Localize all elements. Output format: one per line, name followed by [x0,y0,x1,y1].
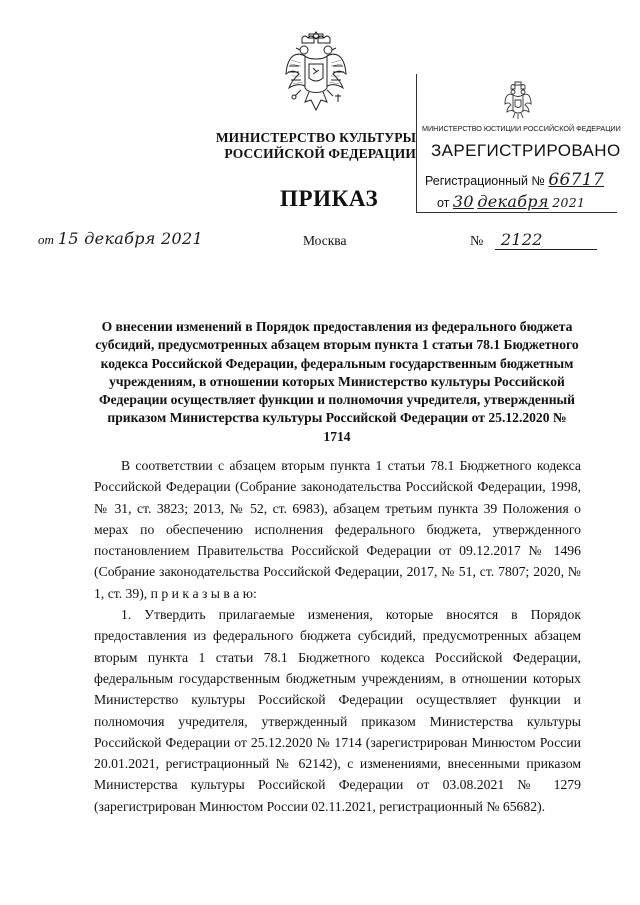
stamp-date-prefix: от [437,196,450,210]
order-date [38,229,203,249]
order-subject: О внесении изменений в Порядок предоставления из федерального бюджета субсидий, предусмотренных абзацем вторым пункта 1 статьи 78.1 Бюджетного кодекса Российской Федерации, федеральным государственным бюджетным учреждениям, в отношении которых Министерство культуры Российской Федерации осуществляет функции и полномочия учредителя, утвержденный приказом Министерства культуры Российской Федерации от 25.12.2020 № 1714 [95,319,579,444]
stamp-date-year: 2021 [552,195,586,210]
stamp-registration-label: Регистрационный № [425,174,545,188]
stamp-date-day: 30 [452,192,474,211]
city: Москва [303,233,347,248]
document-type-title: ПРИКАЗ [280,186,379,211]
body-paragraph-2: 1. Утвердить прилагаемые изменения, которые вносятся в Порядок предоставления из федерального бюджета субсидий, предусмотренных абзацем вторым пункта 1 статьи 78.1 Бюджетного кодекса Российской Федерации, федеральным государственным бюджетным учреждениям, в отношении которых Министерство культуры Российской Федерации осуществляет функции и полномочия учредителя, утвержденный приказом Министерства культуры Российской Федерации от 25.12.2020 № 1714 (зарегистрирован Минюстом России 20.01.2021, регистрационный № 62142), с изменениями, внесенными приказом Министерства культуры Российской Федерации от 03.08.2021 № 1279 (зарегистрирован Минюстом России 02.11.2021, регистрационный № 65682). [94,607,581,814]
stamp-date-month: декабря [477,192,549,211]
order-date-prefix: от [38,232,54,247]
stamp-ministry: МИНИСТЕРСТВО ЮСТИЦИИ РОССИЙСКОЙ ФЕДЕРАЦИИ [422,124,621,133]
ministry-name [214,130,416,162]
coat-of-arms-icon [283,30,349,114]
stamp-registered: ЗАРЕГИСТРИРОВАНО [431,141,621,160]
order-body [94,455,581,817]
order-number [470,230,597,250]
ministry-line-1: МИНИСТЕРСТВО КУЛЬТУРЫ [215,130,416,145]
ministry-line-2: РОССИЙСКОЙ ФЕДЕРАЦИИ [224,146,416,161]
body-paragraph-1: В соответствии с абзацем вторым пункта 1 статьи 78.1 Бюджетного кодекса Российской Федерации (Собрание законодательства Российской Федерации, 1998, № 31, ст. 3823; 2013, № 52, ст. 6983), абзацем третьим пункта 39 Положения о мерах по обеспечению исполнения федерального бюджета, утвержденного постановлением Правительства Российской Федерации от 09.12.2017 № 1496 (Собрание законодательства Российской Федерации, 2017, № 51, ст. 7807; 2020, № 1, ст. 39), п р и к а з ы в а ю: [94,458,581,601]
stamp-registration-line [425,170,615,190]
registration-stamp [416,74,621,213]
stamp-date-line [437,192,617,211]
order-number-label: № [470,234,484,249]
order-date-handwritten: 15 декабря 2021 [57,229,203,248]
order-number-handwritten: 2122 [495,230,597,250]
stamp-emblem-icon [503,80,533,120]
stamp-registration-number: 66717 [548,170,604,190]
